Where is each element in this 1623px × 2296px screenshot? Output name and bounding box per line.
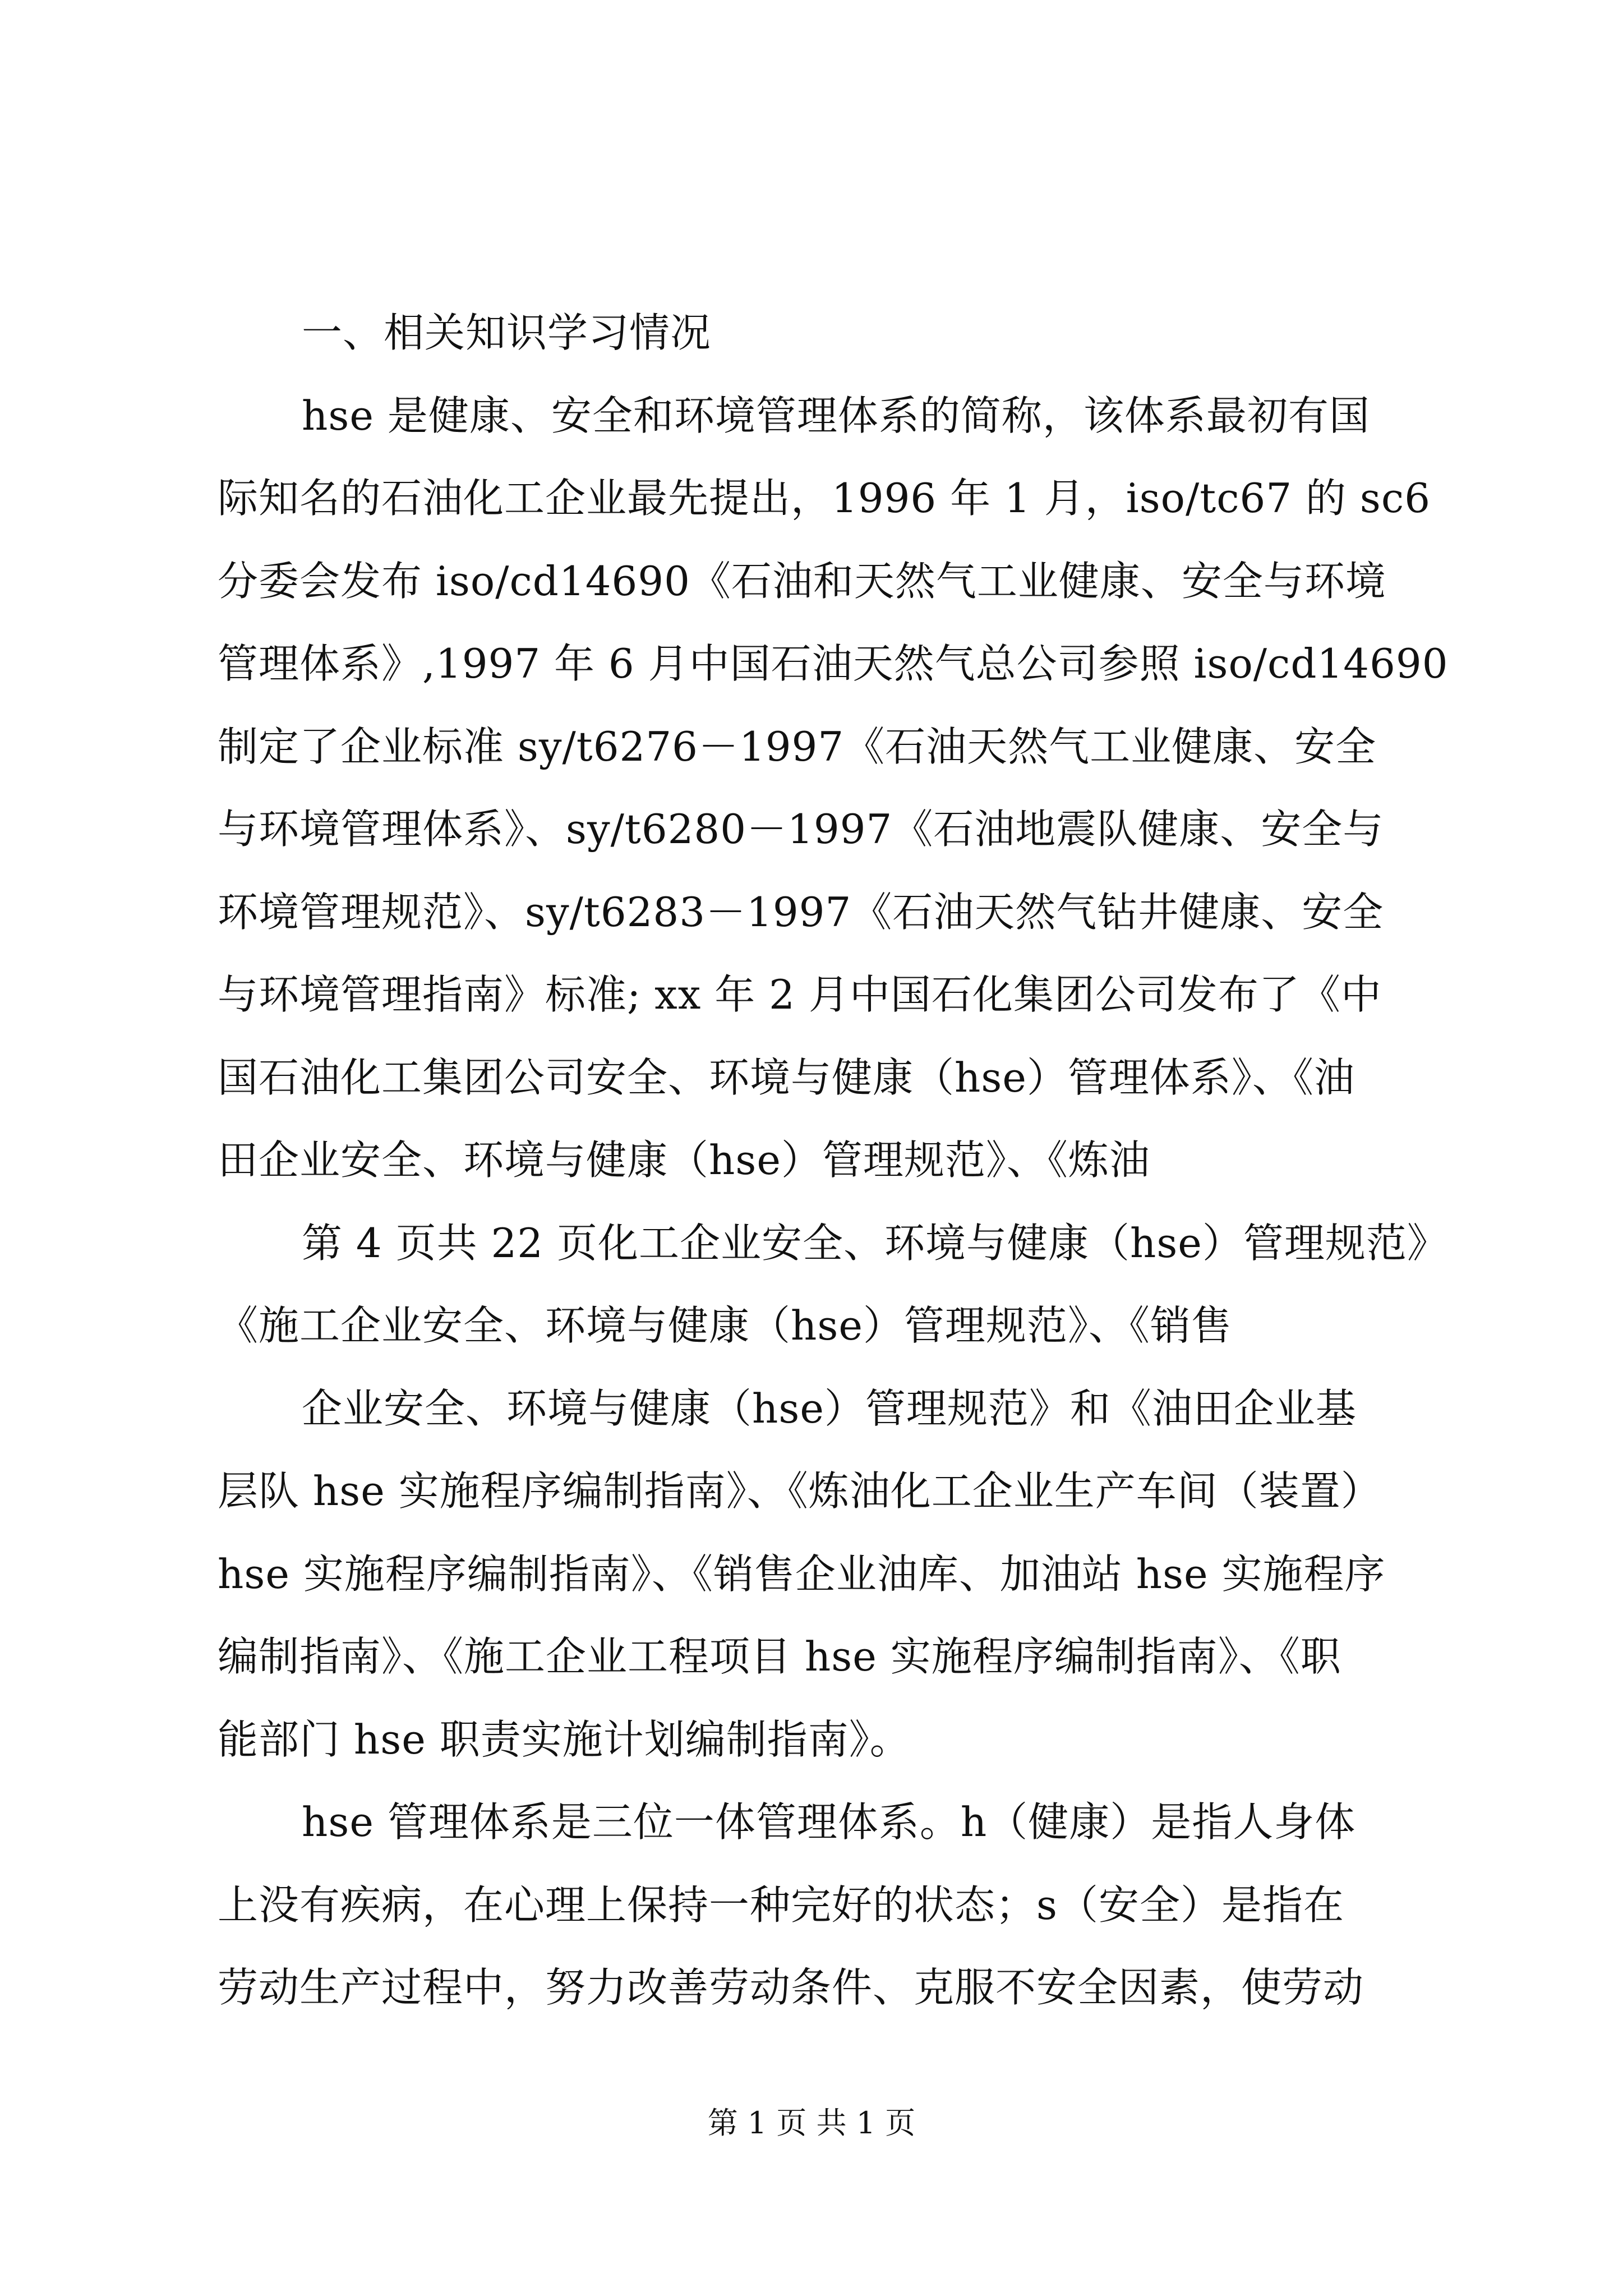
paragraph-line: 环境管理规范》、sy/t6283－1997《石油天然气钻井健康、安全 — [218, 888, 1384, 936]
paragraph-line: 能部门 hse 职责实施计划编制指南》。 — [218, 1715, 911, 1763]
paragraph-line: 上没有疾病，在心理上保持一种完好的状态；s（安全）是指在 — [218, 1881, 1344, 1929]
paragraph-line: 与环境管理体系》、sy/t6280－1997《石油地震队健康、安全与 — [218, 806, 1384, 853]
paragraph-line: 国石油化工集团公司安全、环境与健康（hse）管理体系》、《油 — [218, 1053, 1355, 1101]
paragraph-line: hse 是健康、安全和环境管理体系的简称，该体系最初有国 — [302, 392, 1370, 439]
section-heading: 一、相关知识学习情况 — [302, 309, 712, 356]
paragraph-line: 第 4 页共 22 页化工企业安全、环境与健康（hse）管理规范》 — [302, 1219, 1448, 1267]
paragraph-line: 企业安全、环境与健康（hse）管理规范》和《油田企业基 — [302, 1384, 1357, 1432]
paragraph-line: 编制指南》、《施工企业工程项目 hse 实施程序编制指南》、《职 — [218, 1633, 1341, 1680]
paragraph-line: 制定了企业标准 sy/t6276－1997《石油天然气工业健康、安全 — [218, 723, 1377, 770]
page-footer: 第 1 页 共 1 页 — [707, 2105, 916, 2141]
paragraph-line: 管理体系》,1997 年 6 月中国石油天然气总公司参照 iso/cd14690 — [218, 640, 1449, 687]
paragraph-line: hse 管理体系是三位一体管理体系。h（健康）是指人身体 — [302, 1798, 1356, 1846]
paragraph-line: 《施工企业安全、环境与健康（hse）管理规范》、《销售 — [218, 1302, 1232, 1349]
paragraph-line: 层队 hse 实施程序编制指南》、《炼油化工企业生产车间（装置） — [218, 1467, 1382, 1515]
paragraph-line: 劳动生产过程中，努力改善劳动条件、克服不安全因素，使劳动 — [218, 1964, 1364, 2011]
paragraph-line: 分委会发布 iso/cd14690《石油和天然气工业健康、安全与环境 — [218, 557, 1386, 605]
document-body — [218, 292, 1449, 2030]
paragraph-line: hse 实施程序编制指南》、《销售企业油库、加油站 hse 实施程序 — [218, 1550, 1386, 1598]
paragraph-line: 与环境管理指南》标准; xx 年 2 月中国石化集团公司发布了《中 — [218, 971, 1382, 1018]
paragraph-line: 田企业安全、环境与健康（hse）管理规范》、《炼油 — [218, 1137, 1150, 1184]
paragraph-line: 际知名的石油化工企业最先提出，1996 年 1 月，iso/tc67 的 sc6 — [218, 475, 1431, 522]
